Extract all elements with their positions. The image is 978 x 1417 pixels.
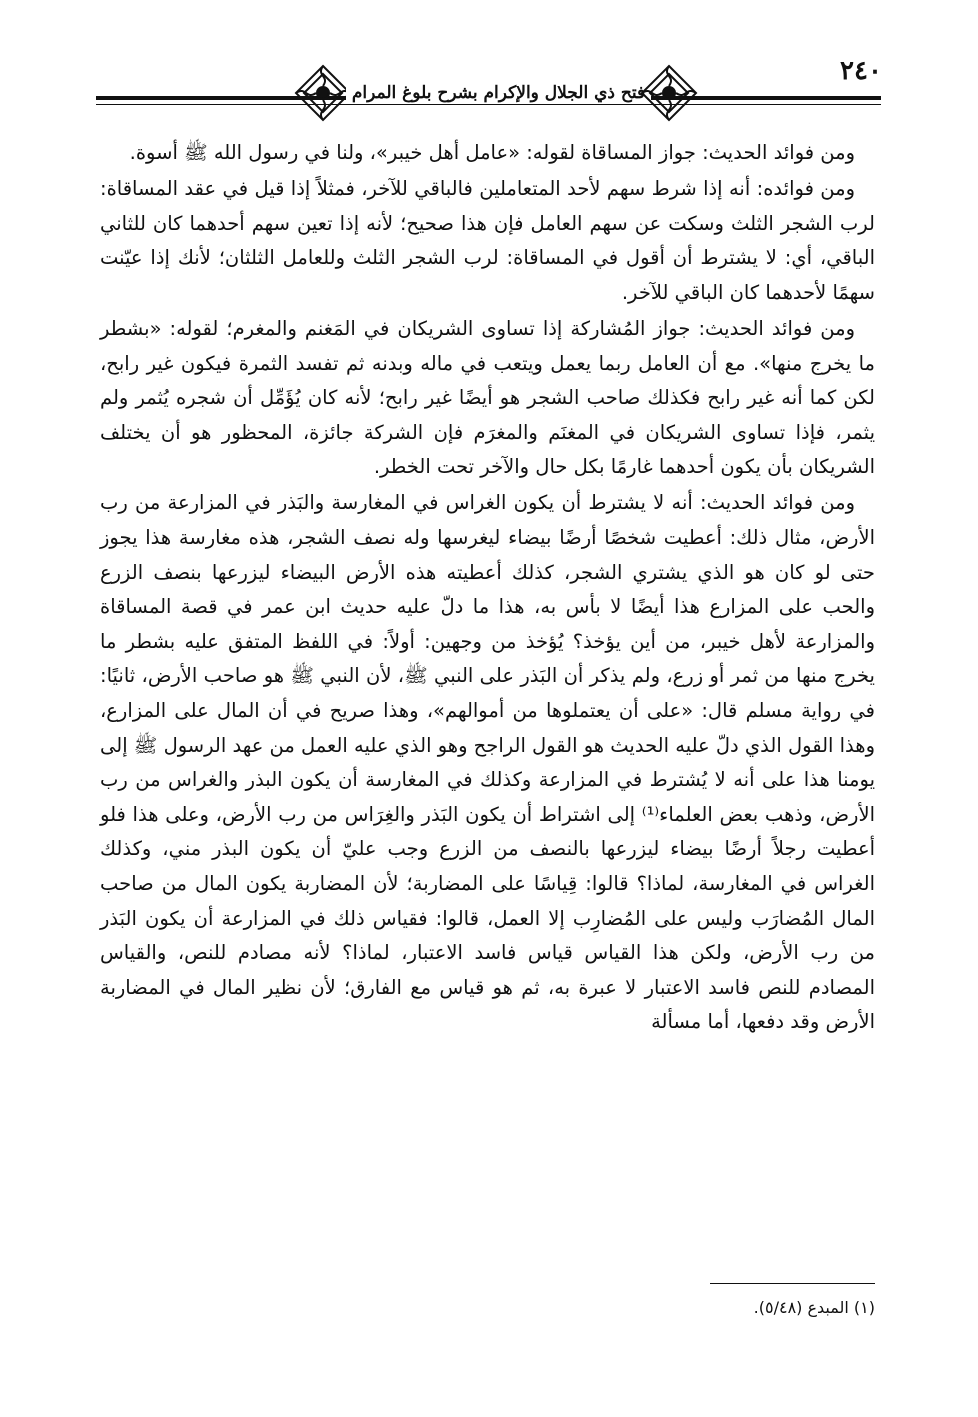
paragraph: [100, 486, 875, 1040]
footnote: (١) المبدع (٥/٤٨).: [753, 1298, 875, 1317]
footnote-separator: [710, 1283, 875, 1284]
header-thin-rule: [96, 104, 881, 105]
book-title: فتح ذي الجلال والإكرام بشرح بلوغ المرام: [346, 82, 651, 104]
body-text: [100, 136, 875, 1041]
paragraph-text: ومن فوائده: أنه إذا شرط سهم لأحد المتعاملين فالباقي للآخر، فمثلاً إذا قيل في عقد المساقاة: لرب الشجر الثلث وسكت عن سهم العامل فإن هذا صحيح؛ لأنه إذا تعين سهم أحدهما كان للثاني الباقي، أي: لا يشترط أن أقول في المساقاة: لرب الشجر الثلث وللعامل الثلثان؛ لأنك إذا عيّنت سهمًا لأحدهما كان الباقي للآخر.: [100, 177, 875, 304]
right-ornament-icon: [638, 62, 700, 124]
paragraph: [100, 136, 875, 171]
paragraph-text: ومن فوائد الحديث: جواز المُشاركة إذا تساوى الشريكان في المَغنم والمغرم؛ لقوله: «بشطر ما يخرج منها». مع أن العامل ربما يعمل ويتعب في ماله وبدنه ثم تفسد الثمرة فيكون غير رابح، لكن كما أنه غير رابح فكذلك صاحب الشجر هو أيضًا غير رابح؛ لأنه كان يُؤَمِّل أن شجره يُثمر ولم يثمر، فإذا تساوى الشريكان في المغنَم والمغرَم فإن الشركة جائزة، المحظور هو أن يختلف الشريكان بأن يكون أحدهما غارمًا بكل حال والآخر تحت الخطر.: [100, 316, 875, 479]
paragraph: [100, 172, 875, 310]
paragraph-text: ومن فوائد الحديث: أنه لا يشترط أن يكون الغراس في المغارسة والبَذر في المزارعة من رب الأرض، مثال ذلك: أعطيت شخصًا أرضًا بيضاء ليغرسها وله نصف الشجر، هذه مغارسة هذا يجوز حتى لو كان هو الذي يشتري الشجر، كذلك أعطيته هذه الأرض البيضاء ليزرعها بنصف الزرع والحب على المزارع هذا أيضًا لا بأس به، هذا ما دلّ عليه حديث ابن عمر في قصة المساقاة والمزارعة لأهل خيبر، من أين يؤخذ؟ يُؤخذ من وجهين: أولاً: في اللفظ المتفق عليه بشطر ما يخرج منها من ثمر أو زرع، ولم يذكر أن البَذر على النبي ﷺ، لأن النبي ﷺ هو صاحب الأرض، ثانيًا: في رواية مسلم قال: «على أن يعتملوها من أموالهم»، وهذا صريح في أن المال على المزارع، وهذا القول الذي دلّ عليه الحديث هو القول الراجح وهو الذي عليه العمل من عهد الرسول ﷺ إلى يومنا هذا على أنه لا يُشترط في المزارعة وكذلك في المغارسة أن يكون البذر والغراس من رب الأرض، وذهب بعض العلماء⁽¹⁾ إلى اشتراط أن يكون البَذر والغِرَاس من رب الأرض، وعلى هذا فلو أعطيت رجلاً أرضًا بيضاء ليزرعها بالنصف من الزرع وجب عليّ أن يكون البذر مني، وكذلك الغراس في المغارسة، لماذا؟ قالوا: قِياسًا على المضاربة؛ لأن المضاربة يكون المال من صاحب المال المُضارَب وليس على المُضارِب إلا العمل، قالوا: فقياس ذلك في المزارعة أن يكون البَذر من رب الأرض، ولكن هذا القياس قياس فاسد الاعتبار، لماذا؟ لأنه مصادم للنص، والقياس المصادم للنص فاسد الاعتبار لا عبرة به، ثم هو قياس مع الفارق؛ لأن نظير المال في المضاربة الأرض وقد دفعها، أما مسألة: [100, 491, 875, 1034]
page-header: [96, 56, 881, 128]
paragraph: [100, 312, 875, 485]
paragraph-text: ومن فوائد الحديث: جواز المساقاة لقوله: «عامل أهل خيبر»، ولنا في رسول الله ﷺ أسوة.: [129, 141, 855, 164]
page-number: ٢٤٠: [836, 56, 886, 86]
left-ornament-icon: [292, 62, 354, 124]
